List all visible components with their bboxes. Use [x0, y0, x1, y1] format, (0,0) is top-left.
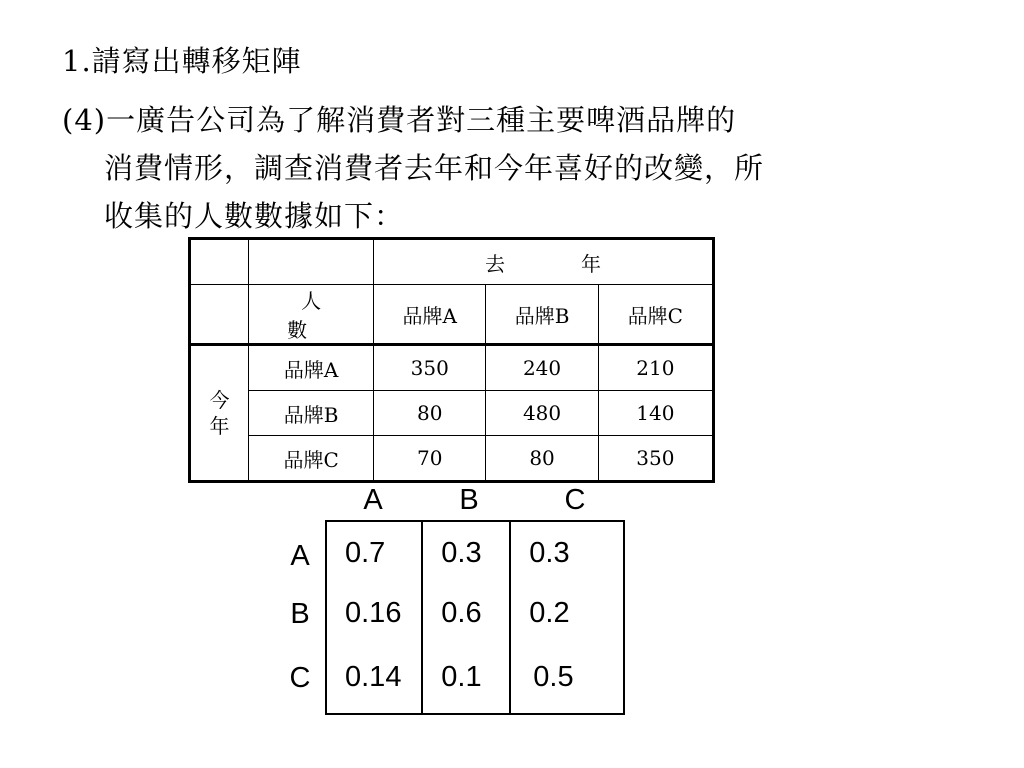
header-last-year: 去 年 — [374, 239, 714, 285]
matrix-cell: 0.16 — [345, 596, 402, 629]
matrix-cell: 0.7 — [345, 536, 386, 569]
matrix-cell: 0.2 — [510, 584, 624, 642]
matrix-cell: 0.6 — [422, 584, 510, 642]
table-cell: 140 — [598, 391, 713, 436]
header-this-year: 今 年 — [190, 345, 249, 482]
problem-text-line-3: 收集的人數數據如下： — [104, 199, 405, 233]
empty-cell — [249, 239, 374, 285]
table-cell: 480 — [486, 391, 598, 436]
column-header-brand-b: 品牌B — [486, 285, 598, 345]
matrix-row-label-b: B — [290, 598, 310, 630]
row-label-brand-a: 品牌A — [249, 345, 374, 391]
matrix-cell: 0.3 — [510, 521, 624, 584]
row-label-brand-b: 品牌B — [249, 391, 374, 436]
survey-table — [188, 237, 715, 483]
problem-text-line-1: (4)一廣告公司為了解消費者對三種主要啤酒品牌的 — [62, 103, 737, 137]
table-cell: 80 — [486, 436, 598, 482]
table-cell: 70 — [374, 436, 486, 482]
matrix-cell: 0.1 — [422, 642, 510, 714]
matrix-cell: 0.5 — [510, 642, 624, 714]
matrix-row-label-c: C — [289, 662, 311, 694]
table-cell: 350 — [374, 345, 486, 391]
header-count: 人 數 — [249, 285, 374, 345]
matrix-col-label-c: C — [564, 484, 586, 516]
table-cell: 80 — [374, 391, 486, 436]
column-header-brand-a: 品牌A — [374, 285, 486, 345]
table-cell: 210 — [598, 345, 713, 391]
empty-cell — [190, 285, 249, 345]
column-header-brand-c: 品牌C — [598, 285, 713, 345]
matrix-col-label-a: A — [363, 484, 383, 516]
matrix-cell: 0.3 — [422, 521, 510, 584]
table-cell: 240 — [486, 345, 598, 391]
table-cell: 350 — [598, 436, 713, 482]
question-number: 1.請寫出轉移矩陣 — [62, 44, 302, 78]
problem-text-line-2: 消費情形，調查消費者去年和今年喜好的改變，所 — [104, 151, 765, 185]
matrix-cell: 0.14 — [345, 661, 402, 693]
transition-matrix — [325, 520, 625, 715]
matrix-row-label-a: A — [290, 540, 310, 572]
empty-cell — [190, 239, 249, 285]
row-label-brand-c: 品牌C — [249, 436, 374, 482]
matrix-col-label-b: B — [459, 484, 479, 516]
